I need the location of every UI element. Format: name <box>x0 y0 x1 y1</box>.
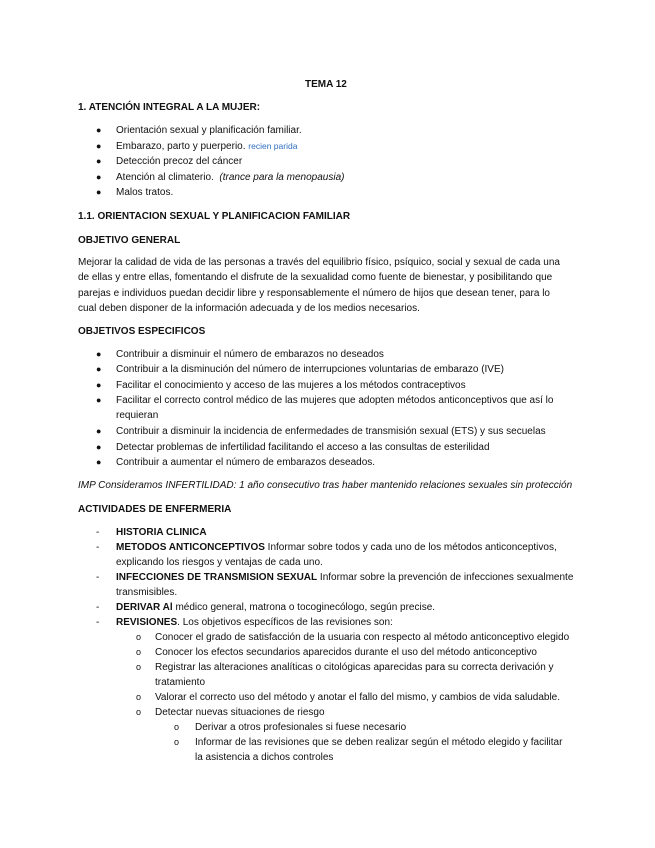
circle-bullet-icon: o <box>174 737 180 747</box>
actividades-heading: ACTIVIDADES DE ENFERMERIA <box>78 504 232 515</box>
bullet-icon: ● <box>96 187 102 197</box>
sub-sub-list-item: Informar de las revisiones que se deben realizar según el método elegido y facilitar <box>195 737 563 748</box>
sub-list-item: Valorar el correcto uso del método y anotar el fallo del mismo, y cambios de vida saludable. <box>155 692 561 703</box>
paragraph-line: parejas e individuos puedan decidir libre y responsablemente el número de hijos que desean tener, para lo <box>78 288 550 299</box>
sub-sub-list-item-continuation: la asistencia a dichos controles <box>195 752 334 763</box>
list-item: Malos tratos. <box>116 187 174 198</box>
dash-icon: - <box>96 527 100 538</box>
circle-bullet-icon: o <box>174 722 180 732</box>
section1-heading: 1. ATENCIÓN INTEGRAL A LA MUJER: <box>78 102 261 113</box>
list-item: Detección precoz del cáncer <box>116 156 243 167</box>
list-item: REVISIONES. Los objetivos específicos de las revisiones son: <box>116 617 393 628</box>
circle-bullet-icon: o <box>136 707 142 717</box>
bullet-icon: ● <box>96 349 102 359</box>
list-item: Facilitar el correcto control médico de las mujeres que adopten métodos anticonceptivos que así lo <box>116 395 554 406</box>
paragraph-line: Mejorar la calidad de vida de las personas a través del equilibrio físico, psíquico, social y sexual de cada una <box>78 257 560 268</box>
dash-icon: - <box>96 572 100 583</box>
list-item: HISTORIA CLINICA <box>116 527 207 538</box>
list-item: Contribuir a la disminución del número de interrupciones voluntarias de embarazo (IVE) <box>116 364 504 375</box>
paragraph-line: cual deben disponer de la información adecuada y de los medios necesarios. <box>78 303 420 314</box>
list-item: Contribuir a aumentar el número de embarazos deseados. <box>116 457 376 468</box>
dash-icon: - <box>96 542 100 553</box>
bullet-icon: ● <box>96 457 102 467</box>
dash-icon: - <box>96 617 100 628</box>
bullet-icon: ● <box>96 442 102 452</box>
circle-bullet-icon: o <box>136 692 142 702</box>
list-item: Detectar problemas de infertilidad facilitando el acceso a las consultas de esterilidad <box>116 442 490 453</box>
bullet-icon: ● <box>96 380 102 390</box>
section11-heading: 1.1. ORIENTACION SEXUAL Y PLANIFICACION FAMILIAR <box>78 211 351 222</box>
list-item: Atención al climaterio. (trance para la menopausia) <box>116 172 345 183</box>
sub-list-item-continuation: tratamiento <box>155 677 206 688</box>
bullet-icon: ● <box>96 395 102 405</box>
circle-bullet-icon: o <box>136 632 142 642</box>
sub-list-item: Detectar nuevas situaciones de riesgo <box>155 707 325 718</box>
circle-bullet-icon: o <box>136 647 142 657</box>
list-item: Contribuir a disminuir la incidencia de enfermedades de transmisión sexual (ETS) y sus secuelas <box>116 426 546 437</box>
bullet-icon: ● <box>96 125 102 135</box>
objetivo-general-heading: OBJETIVO GENERAL <box>78 235 181 246</box>
circle-bullet-icon: o <box>136 662 142 672</box>
bullet-icon: ● <box>96 141 102 151</box>
bullet-icon: ● <box>96 364 102 374</box>
bullet-icon: ● <box>96 426 102 436</box>
list-item: Orientación sexual y planificación familiar. <box>116 125 302 136</box>
list-item: METODOS ANTICONCEPTIVOS Informar sobre todos y cada uno de los métodos anticonceptivos, <box>116 542 557 553</box>
objetivos-especificos-heading: OBJETIVOS ESPECIFICOS <box>78 326 206 337</box>
bullet-icon: ● <box>96 156 102 166</box>
list-item: DERIVAR Al médico general, matrona o tocoginecólogo, según precise. <box>116 602 436 613</box>
list-item: Contribuir a disminuir el número de embarazos no deseados <box>116 349 384 360</box>
sub-list-item: Conocer el grado de satisfacción de la usuaria con respecto al método anticonceptivo elegido <box>155 632 570 643</box>
list-item-continuation: requieran <box>116 410 159 421</box>
list-item: Embarazo, parto y puerperio. recien parida <box>116 141 298 152</box>
list-item-continuation: explicando los riesgos y ventajas de cada uno. <box>116 557 323 568</box>
annotation-note: (trance para la menopausia) <box>219 172 345 183</box>
dash-icon: - <box>96 602 100 613</box>
sub-sub-list-item: Derivar a otros profesionales si fuese necesario <box>195 722 407 733</box>
list-item-continuation: transmisibles. <box>116 587 178 598</box>
list-item: INFECCIONES DE TRANSMISION SEXUAL Informar sobre la prevención de infecciones sexualmente <box>116 572 574 583</box>
bullet-icon: ● <box>96 172 102 182</box>
document-title: TEMA 12 <box>305 79 347 90</box>
sub-list-item: Registrar las alteraciones analíticas o citológicas aparecidas para su correcta derivación y <box>155 662 554 673</box>
handwritten-note: recien parida <box>248 141 298 151</box>
paragraph-line: de ellas y entre ellas, fomentando el disfrute de la sexualidad como fuente de bienestar, y posibilitando que <box>78 272 553 283</box>
list-item: Facilitar el conocimiento y acceso de las mujeres a los métodos contraceptivos <box>116 380 466 391</box>
imp-note: IMP Consideramos INFERTILIDAD: 1 año consecutivo tras haber mantenido relaciones sexuales sin protección <box>78 480 573 491</box>
sub-list-item: Conocer los efectos secundarios aparecidos durante el uso del método anticonceptivo <box>155 647 537 658</box>
